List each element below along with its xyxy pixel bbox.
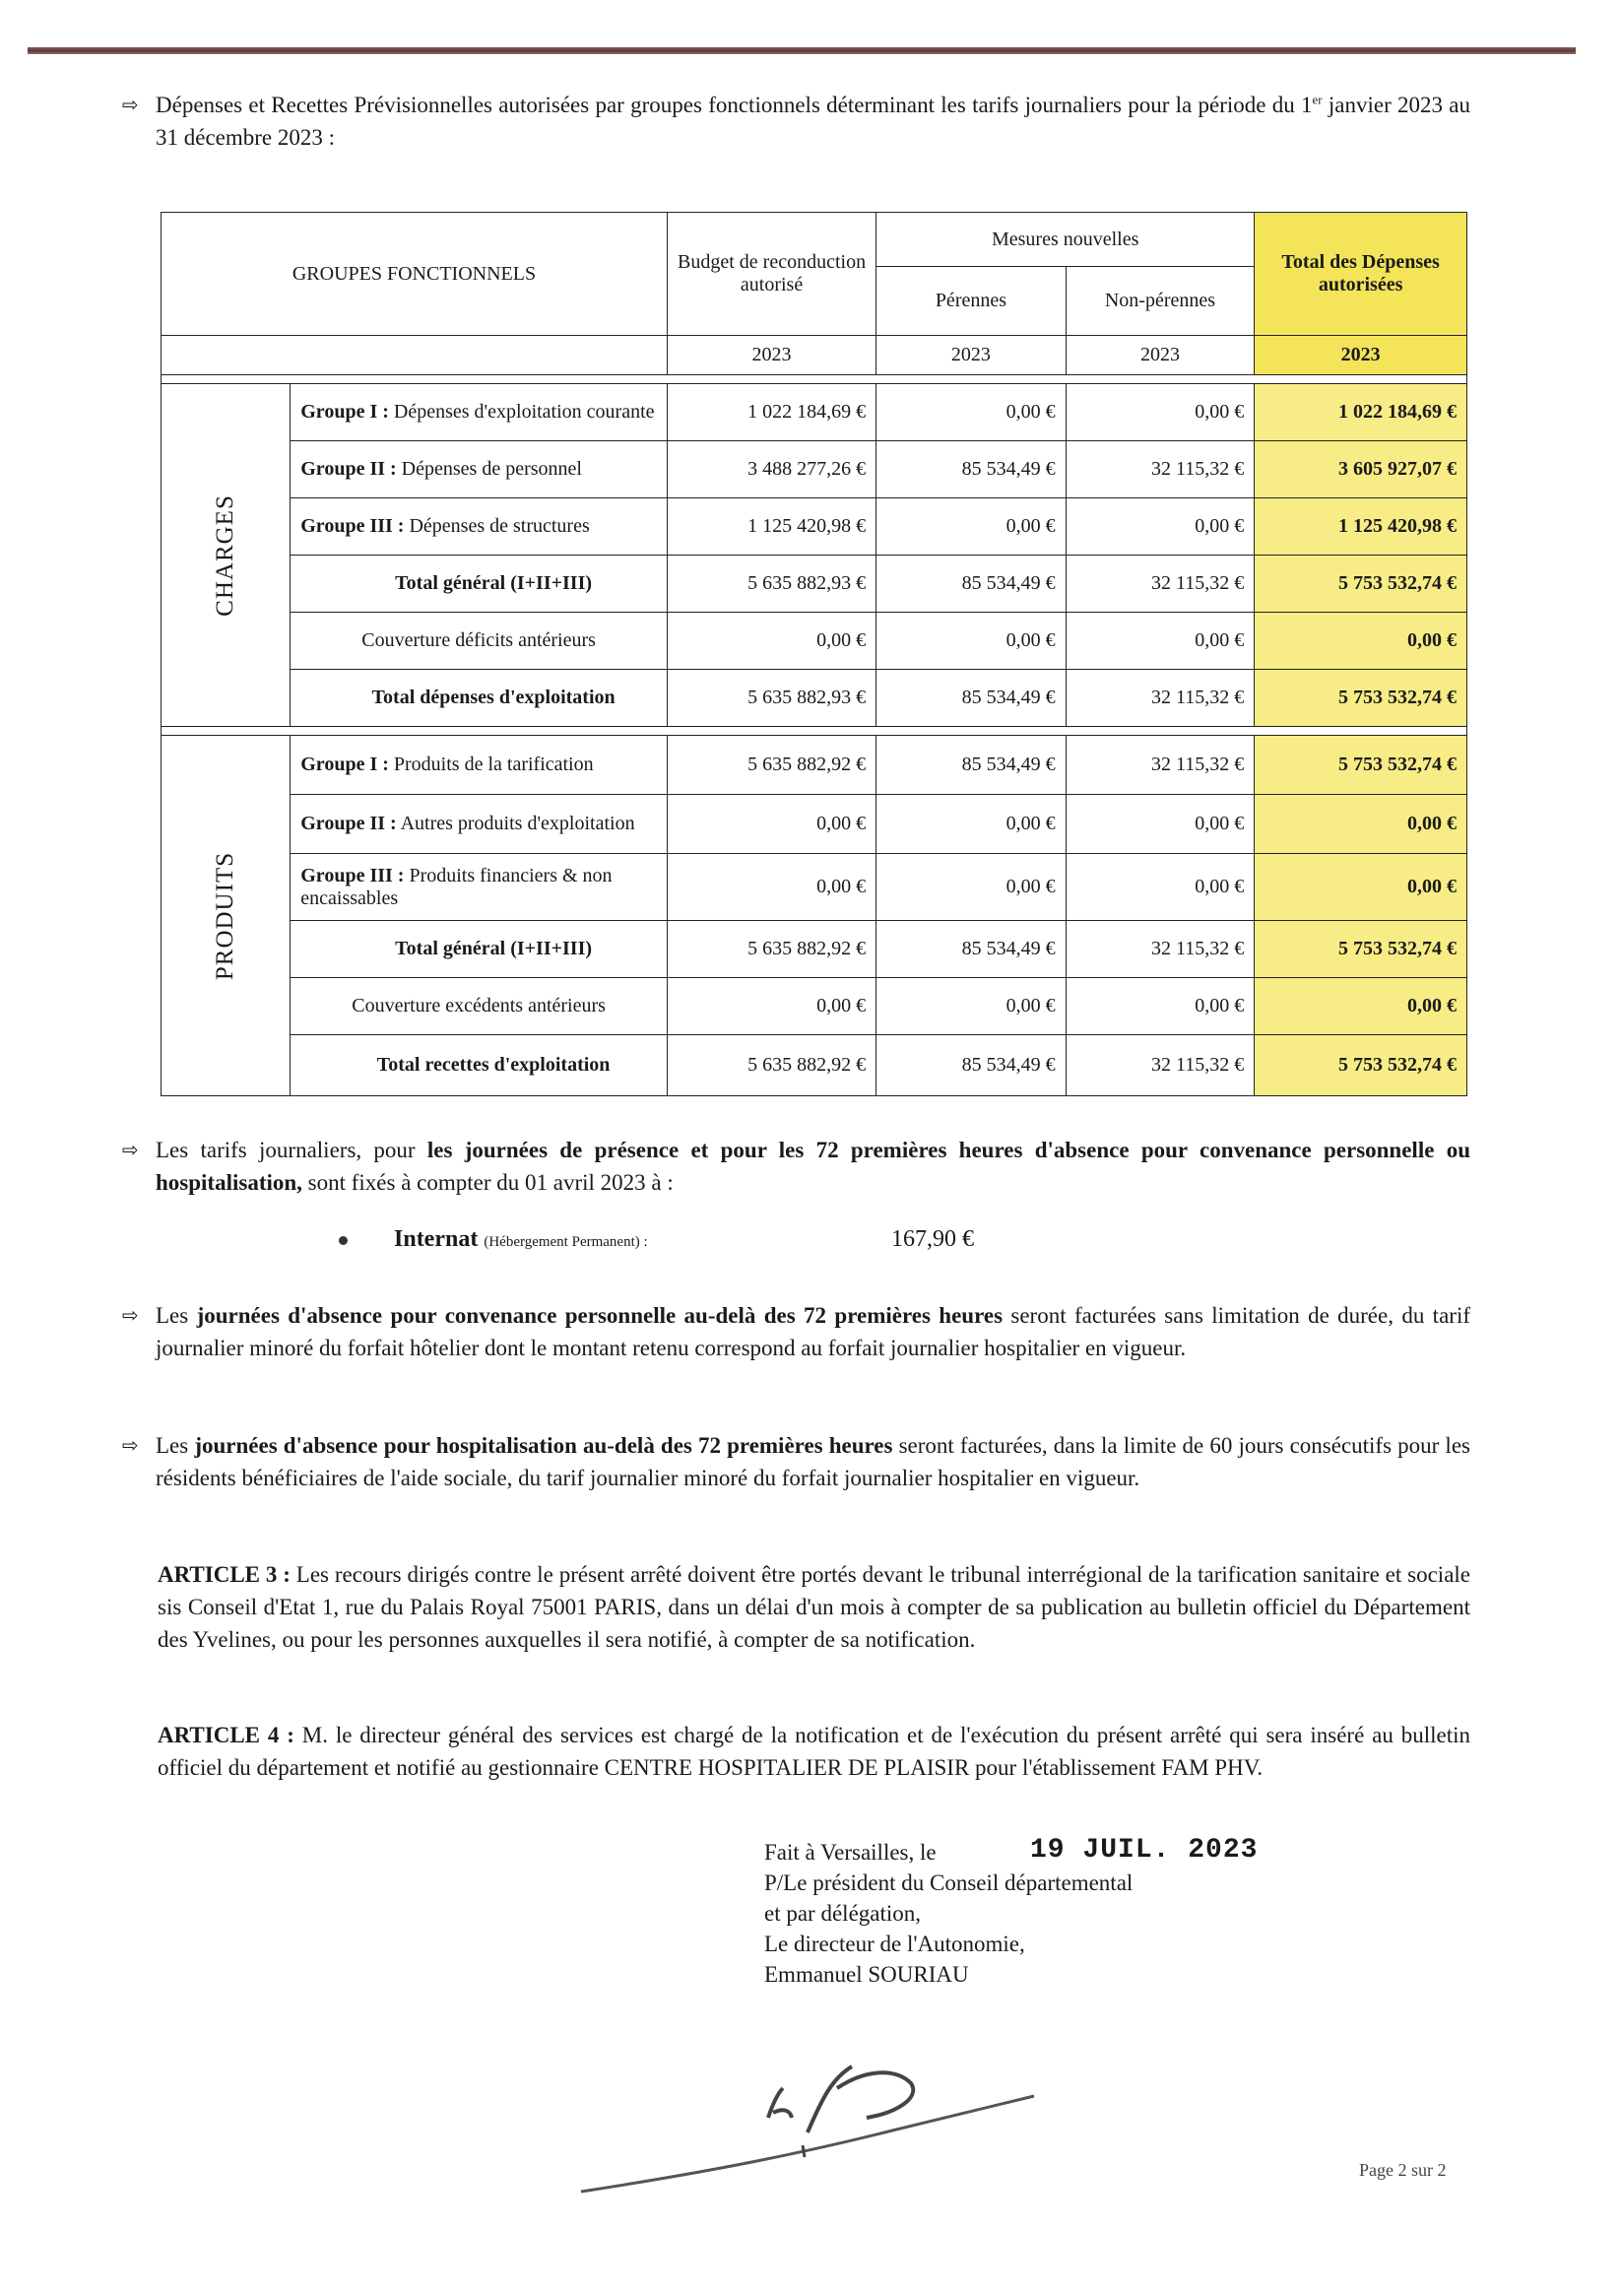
table-row (162, 498, 1467, 556)
row-label: Groupe I : Produits de la tarification (291, 736, 668, 795)
cell-budget: 5 635 882,93 € (667, 670, 875, 727)
cell-non-perennes: 0,00 € (1066, 613, 1255, 670)
cell-budget: 5 635 882,92 € (667, 736, 875, 795)
cell-non-perennes: 32 115,32 € (1066, 441, 1255, 498)
table-row (162, 556, 1467, 613)
cell-perennes: 0,00 € (876, 613, 1067, 670)
arrow-right-icon: ⇨ (122, 1433, 139, 1457)
cell-perennes: 85 534,49 € (876, 556, 1067, 613)
row-label: Groupe I : Dépenses d'exploitation courante (291, 384, 668, 441)
table-row (162, 978, 1467, 1035)
year-total: 2023 (1255, 336, 1467, 375)
year-non-perennes: 2023 (1066, 336, 1255, 375)
cell-total: 1 022 184,69 € (1255, 384, 1467, 441)
cell-perennes: 85 534,49 € (876, 441, 1067, 498)
row-label: Couverture excédents antérieurs (291, 978, 668, 1035)
cell-budget: 3 488 277,26 € (667, 441, 875, 498)
header-perennes: Pérennes (876, 267, 1067, 336)
cell-budget: 5 635 882,93 € (667, 556, 875, 613)
internat-label: Internat (394, 1226, 479, 1252)
table-row (162, 795, 1467, 854)
cell-total: 5 753 532,74 € (1255, 1035, 1467, 1096)
cell-total: 0,00 € (1255, 978, 1467, 1035)
table-year-row (162, 336, 1467, 375)
article-4-title: ARTICLE 4 : (158, 1723, 294, 1747)
cell-total: 0,00 € (1255, 613, 1467, 670)
date-stamp: 19 JUIL. 2023 (1030, 1835, 1259, 1866)
cell-budget: 0,00 € (667, 795, 875, 854)
cell-perennes: 85 534,49 € (876, 921, 1067, 978)
table-row (162, 384, 1467, 441)
cell-budget: 5 635 882,92 € (667, 921, 875, 978)
cell-total: 0,00 € (1255, 795, 1467, 854)
header-non-perennes: Non-pérennes (1066, 267, 1255, 336)
cell-perennes: 0,00 € (876, 795, 1067, 854)
handwritten-signature (571, 2059, 1064, 2206)
cell-total: 5 753 532,74 € (1255, 921, 1467, 978)
year-budget: 2023 (667, 336, 875, 375)
cell-non-perennes: 0,00 € (1066, 978, 1255, 1035)
cell-non-perennes: 0,00 € (1066, 384, 1255, 441)
cell-total: 5 753 532,74 € (1255, 670, 1467, 727)
charges-section (162, 384, 1467, 727)
row-label: Groupe II : Dépenses de personnel (291, 441, 668, 498)
cell-perennes: 85 534,49 € (876, 736, 1067, 795)
row-label: Groupe II : Autres produits d'exploitation (291, 795, 668, 854)
cell-perennes: 0,00 € (876, 384, 1067, 441)
internat-value: 167,90 € (891, 1226, 974, 1252)
article-4: ARTICLE 4 : M. le directeur général des services est chargé de la notification et de l'exécution du présent arrêté qui sera inséré au bulletin officiel du département et notifié au gestionnaire CENTRE HOSPITALIER DE PLAISIR pour l'établissement FAM PHV. (158, 1723, 1470, 1780)
cell-perennes: 85 534,49 € (876, 1035, 1067, 1096)
cell-perennes: 85 534,49 € (876, 670, 1067, 727)
internat-detail: (Hébergement Permanent) : (484, 1234, 648, 1250)
table-row (162, 921, 1467, 978)
produits-section (162, 736, 1467, 1096)
header-budget: Budget de reconduction autorisé (667, 213, 875, 336)
year-perennes: 2023 (876, 336, 1067, 375)
table-row (162, 613, 1467, 670)
tarifs-paragraph: ⇨ Les tarifs journaliers, pour les journées de présence et pour les 72 premières heures d'absence pour convenance personnelle ou hospitalisation, sont fixés à compter du 01 avril 2023 à : (156, 1134, 1470, 1199)
cell-budget: 0,00 € (667, 978, 875, 1035)
row-label: Total général (I+II+III) (291, 556, 668, 613)
page-number: Page 2 sur 2 (1359, 2160, 1447, 2180)
internat-rate (345, 1226, 974, 1253)
produits-side-label: PRODUITS (162, 736, 291, 1096)
cell-budget: 1 022 184,69 € (667, 384, 875, 441)
arrow-right-icon: ⇨ (122, 93, 139, 116)
cell-perennes: 0,00 € (876, 498, 1067, 556)
arrow-right-icon: ⇨ (122, 1303, 139, 1327)
cell-budget: 1 125 420,98 € (667, 498, 875, 556)
row-label: Groupe III : Produits financiers & non encaissables (291, 854, 668, 921)
row-label: Total général (I+II+III) (291, 921, 668, 978)
cell-budget: 0,00 € (667, 613, 875, 670)
cell-non-perennes: 0,00 € (1066, 795, 1255, 854)
table-row (162, 854, 1467, 921)
row-label: Groupe III : Dépenses de structures (291, 498, 668, 556)
signature-block: Fait à Versailles, le P/Le président du Conseil départemental et par délégation, Le directeur de l'Autonomie, Emmanuel SOURIAU (764, 1840, 1134, 1987)
top-border-line (28, 47, 1576, 54)
cell-budget: 5 635 882,92 € (667, 1035, 875, 1096)
cell-total: 5 753 532,74 € (1255, 736, 1467, 795)
cell-total: 3 605 927,07 € (1255, 441, 1467, 498)
intro-paragraph: ⇨ Dépenses et Recettes Prévisionnelles autorisées par groupes fonctionnels déterminant les tarifs journaliers pour la période du 1er janvier 2023 au 31 décembre 2023 : (156, 89, 1470, 154)
table-header-row (162, 213, 1467, 267)
header-mesures: Mesures nouvelles (876, 213, 1255, 267)
article-3: ARTICLE 3 : Les recours dirigés contre le présent arrêté doivent être portés devant le tribunal interrégional de la tarification sanitaire et sociale sis Conseil d'Etat 1, rue du Palais Royal 75001 PARIS, dans un délai d'un mois à compter de sa publication au bulletin officiel du Département des Yvelines, ou pour les personnes auxquelles il sera notifié, à compter de sa notification. (158, 1562, 1471, 1652)
cell-non-perennes: 0,00 € (1066, 854, 1255, 921)
table-row (162, 1035, 1467, 1096)
arrow-right-icon: ⇨ (122, 1138, 139, 1161)
cell-non-perennes: 32 115,32 € (1066, 736, 1255, 795)
row-label: Total dépenses d'exploitation (291, 670, 668, 727)
cell-total: 0,00 € (1255, 854, 1467, 921)
row-label: Total recettes d'exploitation (291, 1035, 668, 1096)
absence-convenance-paragraph: ⇨ Les journées d'absence pour convenance personnelle au-delà des 72 premières heures seront facturées sans limitation de durée, du tarif journalier minoré du forfait hôtelier dont le montant retenu correspond au forfait journalier hospitalier en vigueur. (156, 1299, 1470, 1364)
article-3-title: ARTICLE 3 : (158, 1562, 291, 1587)
table-row (162, 670, 1467, 727)
absence-hospitalisation-paragraph: ⇨ Les journées d'absence pour hospitalisation au-delà des 72 premières heures seront facturées, dans la limite de 60 jours consécutifs pour les résidents bénéficiaires de l'aide sociale, du tarif journalier minoré du forfait journalier hospitalier en vigueur. (156, 1429, 1470, 1494)
cell-perennes: 0,00 € (876, 978, 1067, 1035)
cell-non-perennes: 32 115,32 € (1066, 556, 1255, 613)
cell-total: 5 753 532,74 € (1255, 556, 1467, 613)
table-row (162, 441, 1467, 498)
charges-side-label: CHARGES (162, 384, 291, 727)
cell-budget: 0,00 € (667, 854, 875, 921)
cell-perennes: 0,00 € (876, 854, 1067, 921)
cell-total: 1 125 420,98 € (1255, 498, 1467, 556)
cell-non-perennes: 0,00 € (1066, 498, 1255, 556)
cell-non-perennes: 32 115,32 € (1066, 921, 1255, 978)
cell-non-perennes: 32 115,32 € (1066, 1035, 1255, 1096)
header-groups: GROUPES FONCTIONNELS (162, 213, 668, 336)
budget-table (161, 212, 1467, 1096)
bullet-icon (339, 1236, 348, 1245)
cell-non-perennes: 32 115,32 € (1066, 670, 1255, 727)
header-total: Total des Dépenses autorisées (1255, 213, 1467, 336)
row-label: Couverture déficits antérieurs (291, 613, 668, 670)
table-row (162, 736, 1467, 795)
